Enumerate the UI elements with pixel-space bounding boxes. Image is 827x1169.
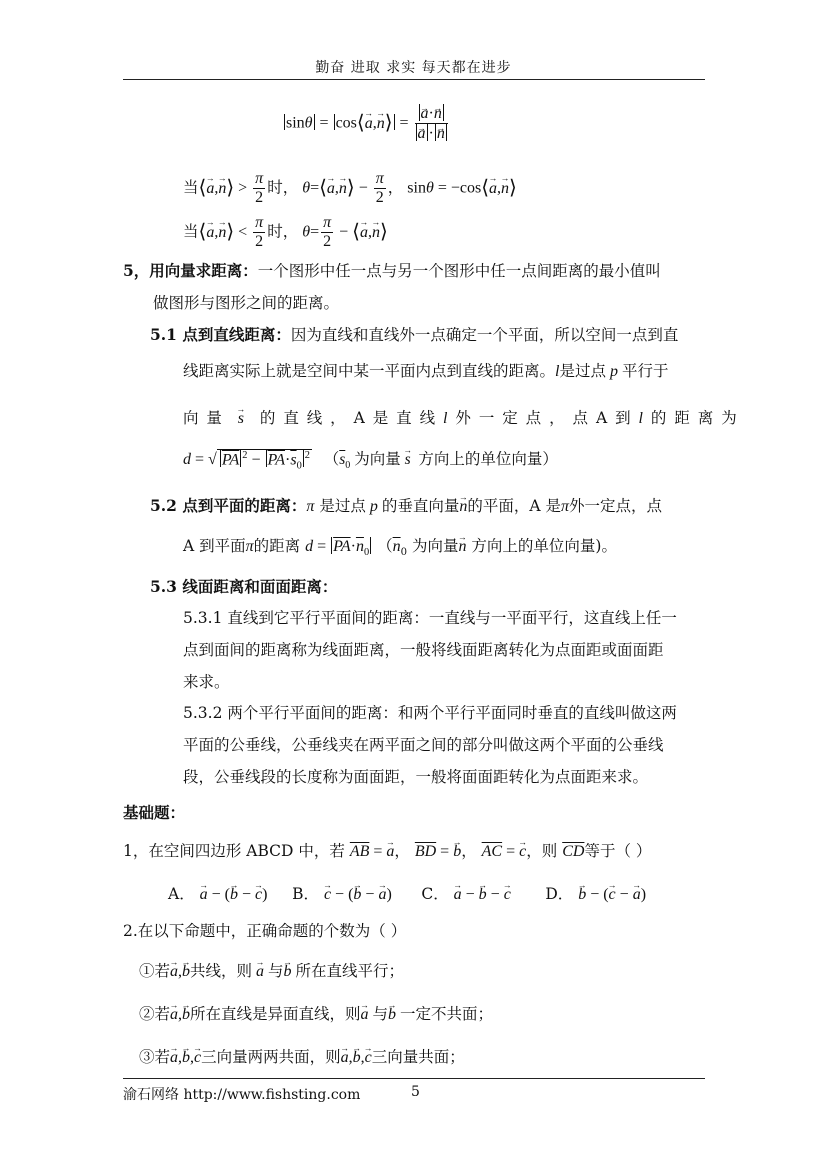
- section-5-1: [150, 323, 678, 345]
- q2-s2-a: ②若: [139, 1005, 171, 1023]
- q2-s2-c: 与: [372, 1005, 389, 1023]
- q2-s1-b: 共线，则: [190, 962, 253, 980]
- section-5-3-2-line-3: 段，公垂线段的长度称为面面距，一般将面面距转化为点面距来求。: [183, 768, 649, 786]
- section-5-text-1: 一个图形中任一点与另一个图形中任一点间距离的最小值叫: [257, 262, 661, 280]
- question-1-option-b: B． c → − (b → − a →): [292, 885, 392, 903]
- basic-questions-title: 基础题：: [123, 803, 186, 822]
- question-2: 2.在以下命题中，正确命题的个数为（ ）: [123, 922, 407, 940]
- q2-s3-a: ③若: [139, 1048, 171, 1066]
- section-5-1-text-2a: 线距离实际上就是空间中某一平面内点到直线的距离。: [183, 362, 556, 380]
- section-5-1-note-b: 为向量: [354, 451, 401, 468]
- page-header: 勤奋 进取 求实 每天都在进步: [315, 60, 512, 76]
- question-1-option-d: D． b → − (c → − a →): [545, 885, 646, 903]
- option-b-label: B．: [292, 885, 319, 903]
- section-5-2-note-a: （: [377, 537, 393, 555]
- section-5-1-text-3a: 向 量: [183, 409, 222, 427]
- section-5-1-note-c: 方向上的单位向量）: [418, 451, 558, 468]
- q2-s2-d: 一定不共面；: [400, 1005, 494, 1023]
- question-1-option-c: C． a → − b → − c →: [421, 885, 510, 903]
- section-5-2-title: 5.2 点到平面的距离：: [150, 496, 307, 515]
- q2-s1-c: 与: [268, 962, 284, 980]
- question-1-text-e: 等于（ ）: [584, 842, 652, 860]
- question-1-text-c: ，: [461, 842, 477, 860]
- section-5-2: 5.2 点到平面的距离：π 是过点 p 的垂直向量n →的平面，A 是π外一定点，点: [150, 494, 662, 516]
- section-5-1-text-3b: 的 直 线 ， A 是 直 线: [259, 409, 436, 427]
- q2-s1-d: 所在直线平行；: [295, 962, 405, 980]
- question-2-statement-3: ③若a →,b →,c →三向量两两共面，则a →,b →,c →三向量共面；: [139, 1045, 465, 1067]
- section-5-3-1-line-3: 来求。: [183, 673, 230, 691]
- formula-case-gt: 当⟨a →,n →⟩ > $\frac{\pi}{2}$ 时， θ=⟨a →,n →⟩ − $\frac{\pi}{2}$ ， sinθ = −cos⟨a →,n →⟩: [183, 170, 517, 208]
- formula-sin-theta: sinθ = cos⟨a →,n →⟩ = $\frac{a \to\cdot n \to}{a \to \cdot n}$ →: [283, 104, 450, 144]
- option-c-label: C．: [421, 885, 449, 903]
- option-a-label: A．: [168, 885, 195, 903]
- formula-case1-prefix: 当: [183, 179, 199, 197]
- section-5-1-text-1: 因为直线和直线外一点确定一个平面，所以空间一点到直: [290, 326, 679, 344]
- question-2-statement-2: ②若a →,b →所在直线是异面直线，则a → 与b → 一定不共面；: [139, 1002, 493, 1024]
- question-1-option-a: A． a → − (b → − c →): [168, 885, 267, 903]
- q2-s1-a: ①若: [139, 962, 171, 980]
- header-rule: [123, 79, 705, 80]
- section-5: [123, 259, 661, 281]
- section-5-2-text-1b: 的垂直向量: [381, 497, 460, 515]
- section-5-2-note-b: 为向量: [411, 537, 459, 555]
- section-5-3-title: 5.3 线面距离和面面距离：: [150, 577, 338, 596]
- section-5-2-text-1c: 的平面，A 是: [467, 497, 561, 515]
- q2-s3-c: 三向量共面；: [371, 1048, 465, 1066]
- q2-s2-b: 所在直线是异面直线，则: [190, 1005, 361, 1023]
- section-5-2-text-1d: 外一定点，点: [569, 497, 663, 515]
- section-5-2-text-2a: A 到平面: [183, 537, 246, 555]
- question-1-text-b: ，: [394, 842, 410, 860]
- formula-case-lt: 当⟨a →,n →⟩ < $\frac{\pi}{2}$ 时， θ= $\frac{\pi}{2}$ − ⟨a →,n →⟩: [183, 214, 388, 252]
- question-1-text-d: ，则: [526, 842, 558, 860]
- page-number: 5: [411, 1084, 420, 1100]
- option-d-label: D．: [545, 885, 574, 903]
- formula-case2-prefix: 当: [183, 223, 199, 241]
- section-5-3-1-line-2: 点到面间的距离称为线面距离，一般将线面距离转化为点面距或面面距: [183, 641, 664, 659]
- formula-case1-mid: 时，: [267, 179, 299, 197]
- formula-case1-comma: ，: [387, 179, 404, 197]
- section-5-3-1-line-1: 5.3.1 直线到它平行平面间的距离：一直线与一平面平行，这直线上任一: [183, 609, 677, 627]
- section-5-2-note-c: 方向上的单位向量)。: [471, 537, 617, 555]
- q2-s3-b: 三向量两两共面，则: [201, 1048, 341, 1066]
- section-5-1-title: 5.1 点到直线距离：: [150, 325, 291, 344]
- section-5-text-2: 做图形与图形之间的距离。: [153, 294, 340, 312]
- section-5-1-text-2c: 平行于: [621, 362, 669, 380]
- footer-site: 渝石网络 http://www.fishsting.com: [123, 1087, 361, 1103]
- formula-point-line-distance: d = √ PA $^2 - \overline{PA}\cdot\overline{s}_0^2$ （$\overline{s}_0$ 为向量 s → 方向上的单位向量）: [183, 447, 558, 471]
- footer-rule: [123, 1078, 705, 1079]
- section-5-1-text-3c: 外 一 定 点 ， 点 A 到: [455, 409, 631, 427]
- formula-case2-mid: 时，: [267, 223, 299, 241]
- section-5-title: 5，用向量求距离：: [123, 261, 258, 280]
- question-1-text-a: 1，在空间四边形 ABCD 中，若: [123, 842, 345, 860]
- section-5-2-text-2b: 的距离: [253, 537, 301, 555]
- section-5-1-line-3: 向 量 s → 的 直 线 ， A 是 直 线 l 外 一 定 点 ， 点 A 到 l 的 距 离 为: [183, 406, 737, 428]
- question-2-statement-1: ①若a →,b →共线，则 a → 与b → 所在直线平行；: [139, 959, 404, 981]
- section-5-2-line-2: A 到平面π的距离 $d = \overline{PA}\cdot\overline{n}_0$ （$\overline{n}_0$ 为向量n → 方向上的单位向量)。: [183, 534, 617, 558]
- section-5-1-note-a: （: [323, 451, 340, 468]
- question-1-options: [168, 882, 646, 904]
- section-5-1-text-3d: 的 距 离 为: [650, 409, 737, 427]
- section-5-1-text-2b: 是过点: [559, 362, 606, 380]
- section-5-2-text-1a: 是过点: [319, 497, 366, 515]
- section-5-3-2-line-2: 平面的公垂线，公垂线夹在两平面之间的部分叫做这两个平面的公垂线: [183, 736, 664, 754]
- section-5-1-line-2: 线距离实际上就是空间中某一平面内点到直线的距离。l是过点 p 平行于: [183, 362, 669, 380]
- section-5-3-2-line-1: 5.3.2 两个平行平面间的距离：和两个平行平面同时垂直的直线叫做这两: [183, 704, 677, 722]
- question-1: 1，在空间四边形 ABCD 中，若 $\overline{AB} = a$ →， $\overline{BD} = b$ →， $\overline{AC} = c$ →，则 $\overline{CD}$等于（ ）: [123, 839, 651, 861]
